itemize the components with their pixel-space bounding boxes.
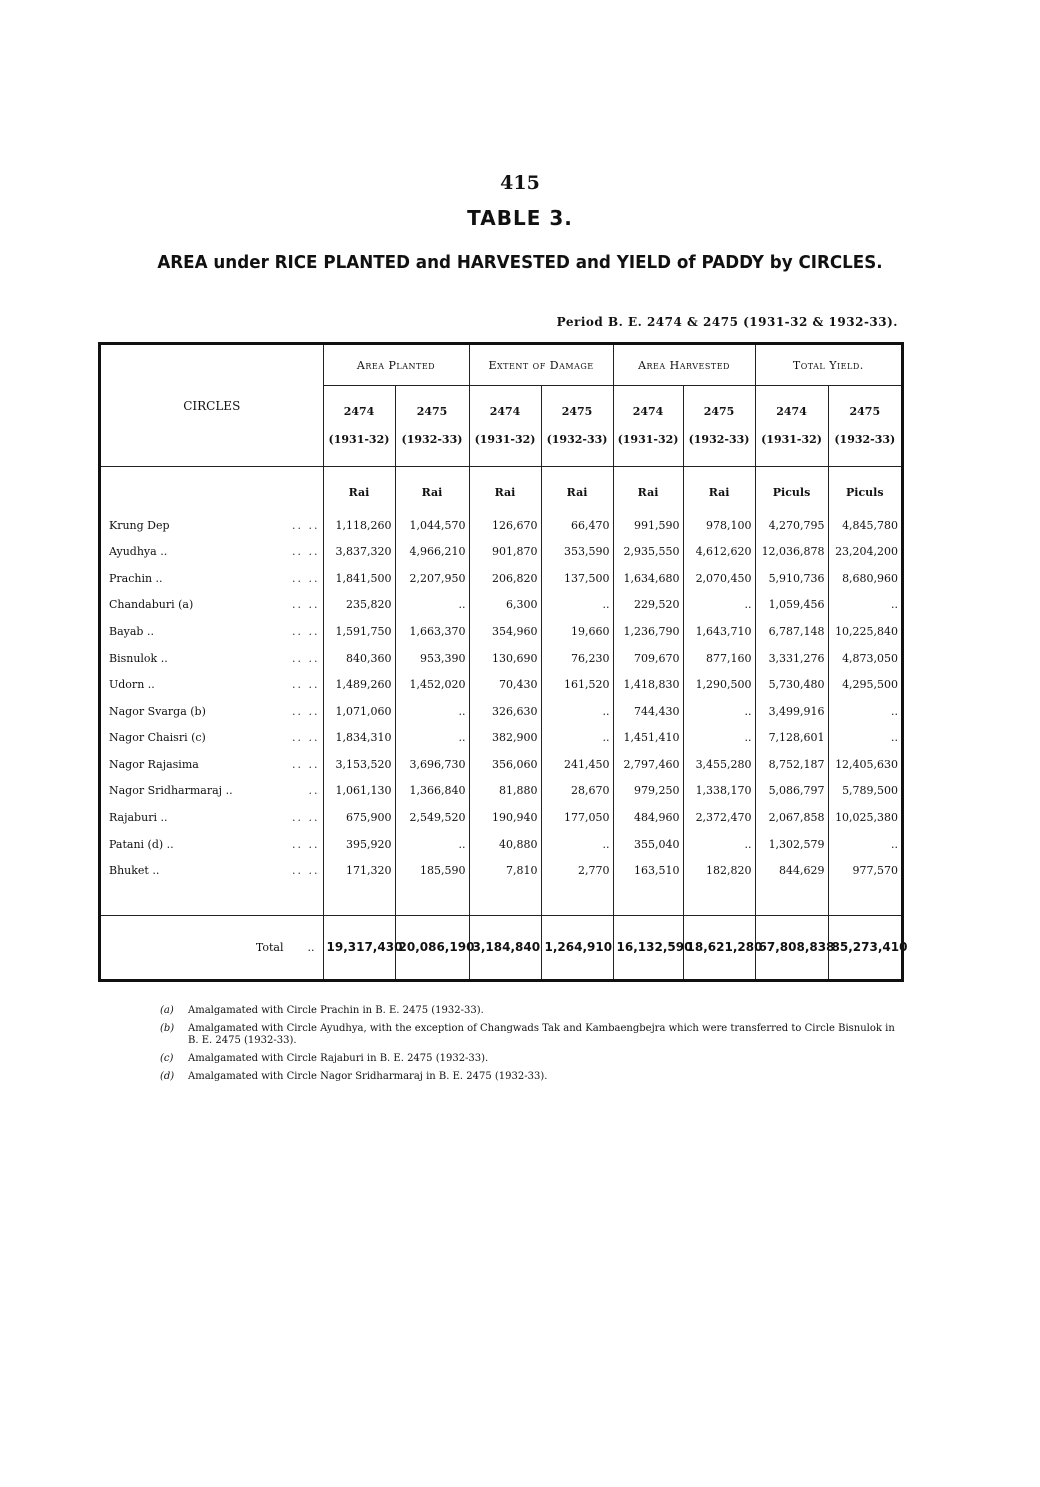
footnote-text: Amalgamated with Circle Ayudhya, with the exception of Changwads Tak and Kambaengbejra which were transferred to Circle Bisnulok in B. E. 2475 (1932-33). xyxy=(188,1023,895,1046)
table-row xyxy=(101,831,901,858)
value-cell: .. xyxy=(891,704,899,718)
value-cell: .. xyxy=(541,698,613,725)
unit-cell: Rai xyxy=(469,467,541,512)
value-cell: 40,880 xyxy=(469,831,541,858)
leader-dots: .. .. xyxy=(292,757,320,771)
value-cell: 2,372,470 xyxy=(683,804,755,831)
circle-name-cell xyxy=(101,724,323,751)
circle-name-cell xyxy=(101,618,323,645)
value-cell: 2,549,520 xyxy=(395,804,469,831)
leader-dots: .. .. xyxy=(292,731,320,745)
value-cell: .. xyxy=(683,698,755,725)
value-cell: 353,590 xyxy=(541,539,613,566)
value-cell: 137,500 xyxy=(541,565,613,592)
year-header-cell xyxy=(755,386,828,467)
leader-dots: .. .. xyxy=(292,810,320,824)
units-blank-cell xyxy=(101,467,323,512)
year-label: 2474 xyxy=(489,405,521,418)
value-cell: .. xyxy=(395,592,469,619)
year-header-cell xyxy=(683,386,755,467)
value-cell: 1,061,130 xyxy=(323,778,395,805)
table-body xyxy=(101,467,908,980)
unit-cell: Rai xyxy=(613,467,683,512)
value-cell: 3,499,916 xyxy=(755,698,828,725)
value-cell: 1,044,570 xyxy=(395,512,469,539)
value-cell: 5,910,736 xyxy=(755,565,828,592)
value-cell: .. xyxy=(891,837,899,851)
circle-name-cell xyxy=(101,592,323,619)
table-row xyxy=(101,724,901,751)
spacer-row xyxy=(101,884,901,915)
group-header-area-harvested: Area Harvested xyxy=(613,345,755,386)
unit-cell: Rai xyxy=(395,467,469,512)
footnote-text: Amalgamated with Circle Prachin in B. E. 2475 (1932-33). xyxy=(188,1005,484,1016)
value-cell: 5,086,797 xyxy=(755,778,828,805)
value-cell: 1,338,170 xyxy=(683,778,755,805)
value-cell: 395,920 xyxy=(323,831,395,858)
value-cell: 23,204,200 xyxy=(835,545,899,559)
year-label: 2474 xyxy=(343,405,375,418)
circle-name-cell xyxy=(101,512,323,539)
table-row xyxy=(101,857,901,884)
value-cell: 5,789,500 xyxy=(842,784,899,798)
value-cell: 840,360 xyxy=(323,645,395,672)
value-cell: 4,966,210 xyxy=(395,539,469,566)
leader-dots: .. .. xyxy=(292,837,320,851)
circle-name: Ayudhya .. xyxy=(109,545,168,559)
leader-dots: .. xyxy=(307,940,315,954)
year-range-label: (1931-32) xyxy=(617,433,679,446)
value-cell: 4,612,620 xyxy=(683,539,755,566)
table-number: TABLE 3. xyxy=(467,206,573,230)
value-cell: 7,128,601 xyxy=(755,724,828,751)
footnote xyxy=(160,1023,900,1047)
total-row xyxy=(101,915,901,979)
total-value-cell: 20,086,190 xyxy=(395,915,469,979)
year-range-label: (1932-33) xyxy=(546,433,608,446)
spacer-cell xyxy=(613,884,683,915)
table-row xyxy=(101,671,901,698)
value-cell: 28,670 xyxy=(541,778,613,805)
value-cell: 185,590 xyxy=(395,857,469,884)
value-cell: 844,629 xyxy=(755,857,828,884)
circle-name: Chandaburi (a) xyxy=(109,598,194,612)
value-cell: .. xyxy=(683,592,755,619)
value-cell: 3,153,520 xyxy=(323,751,395,778)
year-header-cell xyxy=(395,386,469,467)
value-cell: 953,390 xyxy=(395,645,469,672)
value-cell: 2,935,550 xyxy=(613,539,683,566)
page-number: 415 xyxy=(500,172,540,194)
year-label: 2474 xyxy=(632,405,664,418)
year-range-label: (1932-33) xyxy=(688,433,750,446)
circle-name-cell xyxy=(101,539,323,566)
value-cell: .. xyxy=(541,724,613,751)
circle-name-cell xyxy=(101,804,323,831)
value-cell: 66,470 xyxy=(541,512,613,539)
table-row xyxy=(101,751,901,778)
total-value-cell: 18,621,280 xyxy=(683,915,755,979)
circle-name: Rajaburi .. xyxy=(109,810,168,824)
value-cell: 130,690 xyxy=(469,645,541,672)
circle-name: Prachin .. xyxy=(109,571,163,585)
table-row xyxy=(101,645,901,672)
value-cell: 1,118,260 xyxy=(323,512,395,539)
value-cell: 977,570 xyxy=(852,864,899,878)
spacer-cell xyxy=(469,884,541,915)
spacer-cell xyxy=(101,884,323,915)
year-header-cell xyxy=(828,386,901,467)
leader-dots: .. .. xyxy=(292,518,320,532)
year-header-cell xyxy=(323,386,395,467)
total-value-cell: 1,264,910 xyxy=(541,915,613,979)
value-cell: 1,591,750 xyxy=(323,618,395,645)
data-table-frame xyxy=(98,342,908,982)
value-cell: 1,071,060 xyxy=(323,698,395,725)
circle-name: Bisnulok .. xyxy=(109,651,168,665)
value-cell: 1,643,710 xyxy=(683,618,755,645)
value-cell: 2,797,460 xyxy=(613,751,683,778)
value-cell: 979,250 xyxy=(613,778,683,805)
table-row xyxy=(101,592,901,619)
value-cell: 709,670 xyxy=(613,645,683,672)
circle-name: Nagor Chaisri (c) xyxy=(109,731,206,745)
value-cell: 12,036,878 xyxy=(755,539,828,566)
year-header-cell xyxy=(541,386,613,467)
leader-dots: .. .. xyxy=(292,704,320,718)
value-cell: 382,900 xyxy=(469,724,541,751)
value-cell: 675,900 xyxy=(323,804,395,831)
footnote-mark: (b) xyxy=(160,1023,175,1034)
year-range-label: (1931-32) xyxy=(474,433,536,446)
value-cell: 12,405,630 xyxy=(835,757,899,771)
leader-dots: .. .. xyxy=(292,571,320,585)
value-cell: 235,820 xyxy=(323,592,395,619)
value-cell: 6,300 xyxy=(469,592,541,619)
group-header-area-planted: Area Planted xyxy=(323,345,469,386)
value-cell: 1,489,260 xyxy=(323,671,395,698)
value-cell: 1,841,500 xyxy=(323,565,395,592)
year-label: 2475 xyxy=(416,405,448,418)
year-range-label: (1931-32) xyxy=(761,433,822,446)
circles-header: CIRCLES xyxy=(101,345,323,467)
circle-name-cell xyxy=(101,751,323,778)
value-cell: 206,820 xyxy=(469,565,541,592)
table-row xyxy=(101,512,901,539)
leader-dots: .. .. xyxy=(292,678,320,692)
total-value-cell: 16,132,590 xyxy=(613,915,683,979)
value-cell: 2,070,450 xyxy=(683,565,755,592)
table-row xyxy=(101,618,901,645)
value-cell: 7,810 xyxy=(469,857,541,884)
value-cell: 2,207,950 xyxy=(395,565,469,592)
spacer-cell xyxy=(541,884,613,915)
value-cell: 8,680,960 xyxy=(842,571,899,585)
circle-name-cell xyxy=(101,831,323,858)
value-cell: 4,295,500 xyxy=(842,678,899,692)
value-cell: 4,270,795 xyxy=(755,512,828,539)
unit-cell: Piculs xyxy=(846,485,884,499)
units-row xyxy=(101,467,901,512)
value-cell: 1,366,840 xyxy=(395,778,469,805)
spacer-cell xyxy=(323,884,395,915)
year-label: 2475 xyxy=(703,405,735,418)
value-cell: 991,590 xyxy=(613,512,683,539)
year-label: 2475 xyxy=(561,405,593,418)
value-cell: 4,873,050 xyxy=(842,651,899,665)
value-cell: .. xyxy=(541,592,613,619)
circle-name-cell xyxy=(101,698,323,725)
value-cell: 163,510 xyxy=(613,857,683,884)
value-cell: 10,025,380 xyxy=(835,810,899,824)
year-header-cell xyxy=(469,386,541,467)
value-cell: .. xyxy=(395,698,469,725)
value-cell: 877,160 xyxy=(683,645,755,672)
circle-name: Krung Dep xyxy=(109,518,170,532)
circle-name: Udorn .. xyxy=(109,678,155,692)
table-row xyxy=(101,804,901,831)
leader-dots: .. .. xyxy=(292,651,320,665)
value-cell: 190,940 xyxy=(469,804,541,831)
value-cell: 81,880 xyxy=(469,778,541,805)
value-cell: .. xyxy=(541,831,613,858)
value-cell: 1,236,790 xyxy=(613,618,683,645)
value-cell: 1,634,680 xyxy=(613,565,683,592)
value-cell: 126,670 xyxy=(469,512,541,539)
value-cell: 10,225,840 xyxy=(835,625,899,638)
circle-name: Patani (d) .. xyxy=(109,837,174,851)
value-cell: 326,630 xyxy=(469,698,541,725)
footnote xyxy=(160,1005,900,1017)
circle-name: Nagor Rajasima xyxy=(109,757,199,771)
value-cell: 19,660 xyxy=(541,618,613,645)
circle-name: Bhuket .. xyxy=(109,864,160,878)
value-cell: 3,331,276 xyxy=(755,645,828,672)
leader-dots: .. .. xyxy=(292,864,320,878)
value-cell: .. xyxy=(891,598,899,612)
unit-cell: Rai xyxy=(323,467,395,512)
table-row xyxy=(101,778,901,805)
value-cell: 171,320 xyxy=(323,857,395,884)
value-cell: 2,067,858 xyxy=(755,804,828,831)
value-cell: 1,302,579 xyxy=(755,831,828,858)
total-value-cell: 19,317,430 xyxy=(323,915,395,979)
value-cell: 4,845,780 xyxy=(842,518,899,532)
value-cell: 901,870 xyxy=(469,539,541,566)
value-cell: 484,960 xyxy=(613,804,683,831)
year-label: 2474 xyxy=(776,405,807,418)
value-cell: 8,752,187 xyxy=(755,751,828,778)
footnote xyxy=(160,1071,900,1083)
group-header-extent-of-damage: Extent of Damage xyxy=(469,345,613,386)
leader-dots: .. xyxy=(308,784,320,798)
circle-name-cell xyxy=(101,565,323,592)
circle-name: Bayab .. xyxy=(109,625,154,638)
spacer-cell xyxy=(755,884,828,915)
total-value-cell: 3,184,840 xyxy=(469,915,541,979)
circle-name-cell xyxy=(101,857,323,884)
table-title: AREA under RICE PLANTED and HARVESTED and YIELD of PADDY by CIRCLES. xyxy=(157,252,883,273)
value-cell: 1,452,020 xyxy=(395,671,469,698)
year-label: 2475 xyxy=(849,405,881,418)
total-label-cell xyxy=(101,915,323,979)
value-cell: 744,430 xyxy=(613,698,683,725)
value-cell: .. xyxy=(683,724,755,751)
value-cell: 978,100 xyxy=(683,512,755,539)
value-cell: 241,450 xyxy=(541,751,613,778)
year-range-label: (1932-33) xyxy=(401,433,463,446)
value-cell: 1,059,456 xyxy=(755,592,828,619)
spacer-cell xyxy=(683,884,755,915)
value-cell: 1,834,310 xyxy=(323,724,395,751)
value-cell: 356,060 xyxy=(469,751,541,778)
value-cell: 3,455,280 xyxy=(683,751,755,778)
footnotes xyxy=(160,1005,900,1089)
value-cell: 76,230 xyxy=(541,645,613,672)
total-label: Total xyxy=(255,940,284,954)
spacer-cell xyxy=(828,884,901,915)
value-cell: .. xyxy=(395,831,469,858)
footnote-mark: (c) xyxy=(160,1053,174,1064)
value-cell: .. xyxy=(891,731,899,745)
group-header-total-yield: Total Yield. xyxy=(755,345,901,386)
value-cell: .. xyxy=(683,831,755,858)
value-cell: 354,960 xyxy=(469,618,541,645)
rice-area-table xyxy=(101,345,908,979)
footnote-mark: (a) xyxy=(160,1005,174,1016)
total-value-cell: 85,273,410 xyxy=(828,915,901,979)
leader-dots: .. .. xyxy=(292,598,320,612)
table-row xyxy=(101,539,901,566)
year-range-label: (1931-32) xyxy=(328,433,390,446)
footnote xyxy=(160,1053,900,1065)
total-value-cell: 67,808,838 xyxy=(755,915,828,979)
circle-name: Nagor Sridharmaraj .. xyxy=(109,784,233,798)
circle-name-cell xyxy=(101,671,323,698)
value-cell: 1,451,410 xyxy=(613,724,683,751)
value-cell: 182,820 xyxy=(683,857,755,884)
unit-cell: Piculs xyxy=(755,467,828,512)
value-cell: 177,050 xyxy=(541,804,613,831)
circle-name-cell xyxy=(101,645,323,672)
footnote-text: Amalgamated with Circle Nagor Sridharmaraj in B. E. 2475 (1932-33). xyxy=(188,1071,548,1082)
table-row xyxy=(101,565,901,592)
leader-dots: .. .. xyxy=(292,545,320,559)
value-cell: 2,770 xyxy=(541,857,613,884)
value-cell: 355,040 xyxy=(613,831,683,858)
value-cell: 3,837,320 xyxy=(323,539,395,566)
value-cell: 3,696,730 xyxy=(395,751,469,778)
value-cell: 161,520 xyxy=(541,671,613,698)
value-cell: 70,430 xyxy=(469,671,541,698)
value-cell: 5,730,480 xyxy=(755,671,828,698)
year-range-label: (1932-33) xyxy=(834,433,896,446)
footnote-mark: (d) xyxy=(160,1071,175,1082)
circle-name-cell xyxy=(101,778,323,805)
table-row xyxy=(101,698,901,725)
value-cell: 1,418,830 xyxy=(613,671,683,698)
circle-name: Nagor Svarga (b) xyxy=(109,704,206,718)
value-cell: 1,663,370 xyxy=(395,618,469,645)
leader-dots: .. .. xyxy=(292,625,320,638)
spacer-cell xyxy=(395,884,469,915)
value-cell: 6,787,148 xyxy=(755,618,828,645)
unit-cell: Rai xyxy=(541,467,613,512)
year-header-cell xyxy=(613,386,683,467)
value-cell: .. xyxy=(395,724,469,751)
period-label: Period B. E. 2474 & 2475 (1931-32 & 1932-33). xyxy=(556,315,898,329)
value-cell: 229,520 xyxy=(613,592,683,619)
value-cell: 1,290,500 xyxy=(683,671,755,698)
unit-cell: Rai xyxy=(683,467,755,512)
footnote-text: Amalgamated with Circle Rajaburi in B. E. 2475 (1932-33). xyxy=(188,1053,489,1064)
